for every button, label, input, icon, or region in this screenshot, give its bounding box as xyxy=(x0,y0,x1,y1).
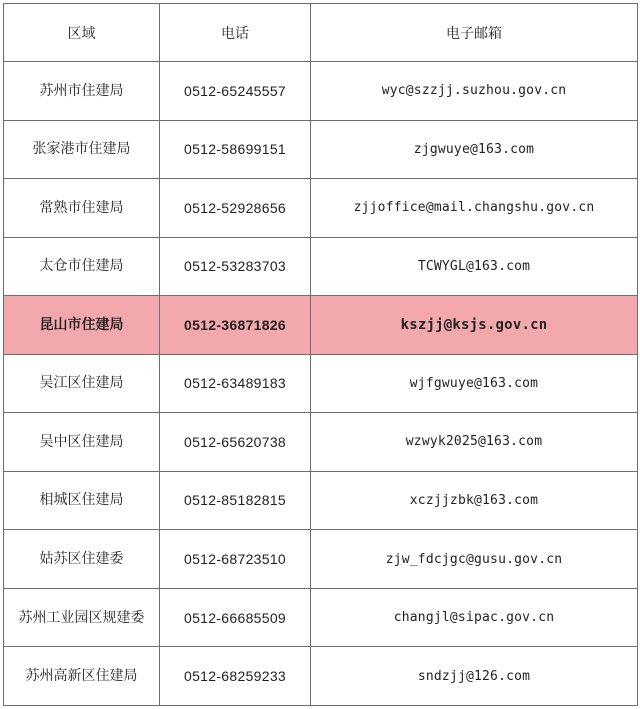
phone-cell: 0512-66685509 xyxy=(160,588,311,647)
table-row xyxy=(4,471,638,530)
email-cell: zjjoffice@mail.changshu.gov.cn xyxy=(311,179,638,238)
region-cell: 张家港市住建局 xyxy=(4,120,160,179)
phone-cell: 0512-85182815 xyxy=(160,471,311,530)
phone-cell: 0512-68259233 xyxy=(160,647,311,706)
region-cell: 常熟市住建局 xyxy=(4,179,160,238)
table-row xyxy=(4,120,638,179)
table-row xyxy=(4,179,638,238)
email-cell: changjl@sipac.gov.cn xyxy=(311,588,638,647)
phone-cell: 0512-53283703 xyxy=(160,237,311,296)
region-cell: 相城区住建局 xyxy=(4,471,160,530)
phone-cell: 0512-63489183 xyxy=(160,354,311,413)
region-cell: 苏州工业园区规建委 xyxy=(4,588,160,647)
phone-cell: 0512-65245557 xyxy=(160,62,311,121)
header-region: 区域 xyxy=(4,4,160,62)
table-row xyxy=(4,413,638,472)
email-cell: xczjjzbk@163.com xyxy=(311,471,638,530)
table-row xyxy=(4,237,638,296)
email-cell: kszjj@ksjs.gov.cn xyxy=(311,296,638,355)
table-row xyxy=(4,354,638,413)
email-cell: zjw_fdcjgc@gusu.gov.cn xyxy=(311,530,638,589)
region-cell: 苏州高新区住建局 xyxy=(4,647,160,706)
region-cell: 吴中区住建局 xyxy=(4,413,160,472)
phone-cell: 0512-36871826 xyxy=(160,296,311,355)
table-row xyxy=(4,588,638,647)
phone-cell: 0512-68723510 xyxy=(160,530,311,589)
table-row xyxy=(4,530,638,589)
email-cell: sndzjj@126.com xyxy=(311,647,638,706)
table-row xyxy=(4,647,638,706)
table-row xyxy=(4,62,638,121)
email-cell: wjfgwuye@163.com xyxy=(311,354,638,413)
region-cell: 昆山市住建局 xyxy=(4,296,160,355)
phone-cell: 0512-65620738 xyxy=(160,413,311,472)
region-cell: 姑苏区住建委 xyxy=(4,530,160,589)
email-cell: TCWYGL@163.com xyxy=(311,237,638,296)
table-header-row xyxy=(4,4,638,62)
contact-table xyxy=(3,3,638,706)
region-cell: 吴江区住建局 xyxy=(4,354,160,413)
region-cell: 太仓市住建局 xyxy=(4,237,160,296)
email-cell: zjgwuye@163.com xyxy=(311,120,638,179)
table-row-highlighted xyxy=(4,296,638,355)
header-email: 电子邮箱 xyxy=(311,4,638,62)
email-cell: wzwyk2025@163.com xyxy=(311,413,638,472)
header-phone: 电话 xyxy=(160,4,311,62)
region-cell: 苏州市住建局 xyxy=(4,62,160,121)
phone-cell: 0512-52928656 xyxy=(160,179,311,238)
phone-cell: 0512-58699151 xyxy=(160,120,311,179)
email-cell: wyc@szzjj.suzhou.gov.cn xyxy=(311,62,638,121)
